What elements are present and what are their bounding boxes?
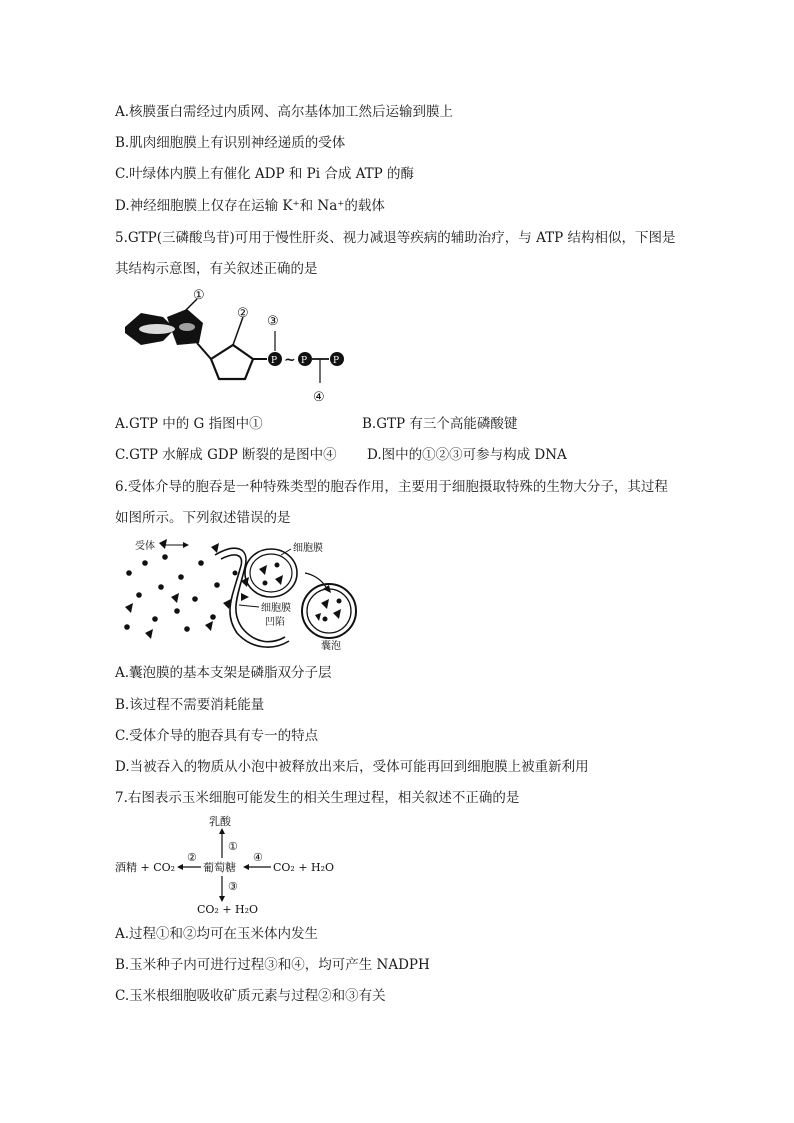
q5-stem-line1: 5.GTP(三磷酸鸟苷)可用于慢性肝炎、视力减退等疾病的辅助治疗，与 ATP 结构相似，下图是 <box>115 230 676 246</box>
q6-option-d: D.当被吞入的物质从小泡中被释放出来后，受体可能再回到细胞膜上被重新利用 <box>115 759 589 775</box>
q6-option-b: B.该过程不需要消耗能量 <box>115 697 265 713</box>
q4-option-c: C.叶绿体内膜上有催化 ADP 和 Pi 合成 ATP 的酶 <box>115 166 415 182</box>
label-1: ① <box>193 288 205 303</box>
phosphate-1-label: P <box>271 356 278 366</box>
q4-option-a: A.核膜蛋白需经过内质网、高尔基体加工然后运输到膜上 <box>115 104 454 120</box>
base-ring <box>125 309 203 345</box>
process-3-number: ③ <box>228 880 238 893</box>
process-1-number: ① <box>228 840 238 853</box>
gtp-structure-figure <box>115 283 365 408</box>
q5-option-a: A.GTP 中的 G 指图中① <box>115 416 263 432</box>
q6-stem-line1: 6.受体介导的胞吞是一种特殊类型的胞吞作用，主要用于细胞摄取特殊的生物大分子，其过程 <box>115 479 668 495</box>
q4-option-b: B.肌肉细胞膜上有识别神经递质的受体 <box>115 135 346 151</box>
q5-option-b: B.GTP 有三个高能磷酸键 <box>362 416 518 432</box>
process-2-number: ② <box>187 851 197 864</box>
extracellular-molecules <box>124 539 231 639</box>
label-4: ④ <box>313 390 325 405</box>
ribose-ring <box>211 345 253 379</box>
q5-stem-line2: 其结构示意图，有关叙述正确的是 <box>115 261 318 277</box>
label-3: ③ <box>267 314 279 329</box>
q7-stem: 7.右图表示玉米细胞可能发生的相关生理过程，相关叙述不正确的是 <box>115 790 520 806</box>
label-right-co2-h2o: CO₂ + H₂O <box>273 861 335 874</box>
q7-option-b: B.玉米种子内可进行过程③和④，均可产生 NADPH <box>115 957 430 973</box>
metabolism-diagram <box>115 812 355 917</box>
label-2: ② <box>237 306 249 321</box>
label-invagination-2: 凹陷 <box>265 617 285 628</box>
q7-option-a: A.过程①和②均可在玉米体内发生 <box>115 926 319 942</box>
label-cell-membrane: 细胞膜 <box>293 543 323 554</box>
phosphate-3-label: P <box>333 356 340 366</box>
label-bottom-co2-h2o: CO₂ + H₂O <box>197 903 259 916</box>
q5-option-c: C.GTP 水解成 GDP 断裂的是图中④ <box>115 447 337 463</box>
q6-option-c: C.受体介导的胞吞具有专一的特点 <box>115 728 319 744</box>
label-receptor: 受体 <box>135 541 155 552</box>
label-vesicle: 囊泡 <box>321 641 341 652</box>
label-lactic-acid: 乳酸 <box>209 815 231 828</box>
label-glucose: 葡萄糖 <box>203 861 236 874</box>
label-invagination-1: 细胞膜 <box>261 603 291 614</box>
q6-option-a: A.囊泡膜的基本支架是磷脂双分子层 <box>115 665 332 681</box>
endocytosis-figure <box>115 533 365 653</box>
q4-option-d: D.神经细胞膜上仅存在运输 K⁺和 Na⁺的载体 <box>115 198 385 214</box>
phosphate-2-label: P <box>301 356 308 366</box>
label-alcohol-co2: 酒精 + CO₂ <box>115 861 176 874</box>
q7-option-c: C.玉米根细胞吸收矿质元素与过程②和③有关 <box>115 988 386 1004</box>
q5-option-d: D.图中的①②③可参与构成 DNA <box>367 447 567 463</box>
high-energy-bond: ~ <box>284 352 296 368</box>
q6-stem-line2: 如图所示。下列叙述错误的是 <box>115 510 291 526</box>
process-4-number: ④ <box>253 851 263 864</box>
